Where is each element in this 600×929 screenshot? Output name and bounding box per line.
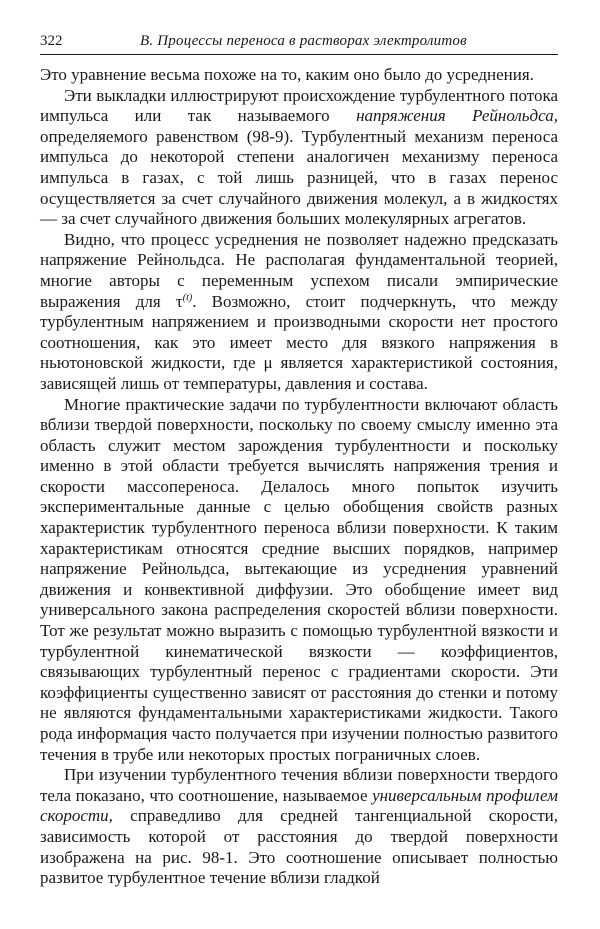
reynolds-stress-term: напряжения Рейнольдса, [356,106,559,126]
paragraph-1-text: Это уравнение весьма похоже на то, каким оно было до усреднения. [40,65,534,84]
page-header [40,30,558,55]
tau-symbol: τ [175,291,183,311]
page-number: 322 [40,33,63,49]
paragraph-4-text: Многие практические задачи по турбулентности включают область вблизи твердой поверхности, поскольку по своему смыслу именно эта область служит местом зарождения турбулентности и поскольку именно в этой области требуется вычислять напряжения трения и скорости массопереноса. Делалось много попыток изучить экспериментальные данные с целью обобщения свойств разных характеристик турбулентного переноса вблизи поверхности. К таким характеристикам относятся средние высших порядков, например напряжение Рейнольдса, вытекающие из усреднения уравнений движения и конвективной диффузии. Это обобщение имеет вид универсального закона распределения скоростей вблизи поверхности. Тот же результат можно выразить с помощью турбулентной вязкости и турбулентной кинематической вязкости — коэффициентов, связывающих турбулентный перенос с градиентами скорости. Эти коэффициенты существенно зависят от расстояния до стенки и потому не являются фундаментальными характеристиками жидкости. Такого рода информация часто получается при изучении полностью развитого течения в трубе или некоторых простых пограничных слоев. [40,394,558,764]
book-page [40,30,558,889]
paragraph-3-end: . Возможно, стоит подчеркнуть, что между турбулентным напряжением и производными скорости нет простого соотношения, как это имеет место для вязкого напряжения в ньютоновской жидкости, где μ является характеристикой состояния, зависящей лишь от температуры, давления и состава. [40,291,558,393]
paragraph-3-start: Видно, что процесс усреднения не позволяет надежно предсказать напряжение Рейнольдса. Не располагая фундаментальной теорией, многие авторы с переменным успехом писали эмпирические выражения для [40,229,558,311]
paragraph-2 [40,86,558,230]
paragraph-2-end: определяемого равенством (98-9). Турбулентный механизм переноса импульса до некоторой степени аналогичен механизму переноса импульса в газах, с той лишь разницей, что в газах перенос осуществляется за счет случайного движения молекул, а в жидкостях — за счет случайного движения больших молекулярных агрегатов. [40,126,558,229]
paragraph-2-start: Эти выкладки иллюстрируют происхождение турбулентного потока импульса или так называемого [40,85,558,126]
paragraph-4 [40,395,558,766]
universal-velocity-profile-term: универсальным профилем скорости, [40,785,558,826]
paragraph-5-start: При изучении турбулентного течения вблизи поверхности твердого тела показано, что соотношение, называемое [40,765,558,805]
body-text [40,65,558,889]
tau-superscript: (t) [182,291,193,303]
paragraph-5-end: справедливо для средней тангенциальной скорости, зависимость которой от расстояния до твердой поверхности изображена на рис. 98-1. Это соотношение описывает полностью развитое турбулентное течение вблизи гладкой [40,806,558,888]
paragraph-3 [40,230,558,395]
running-title: В. Процессы переноса в растворах электролитов [140,33,467,49]
paragraph-1 [40,65,558,86]
paragraph-5 [40,765,558,889]
